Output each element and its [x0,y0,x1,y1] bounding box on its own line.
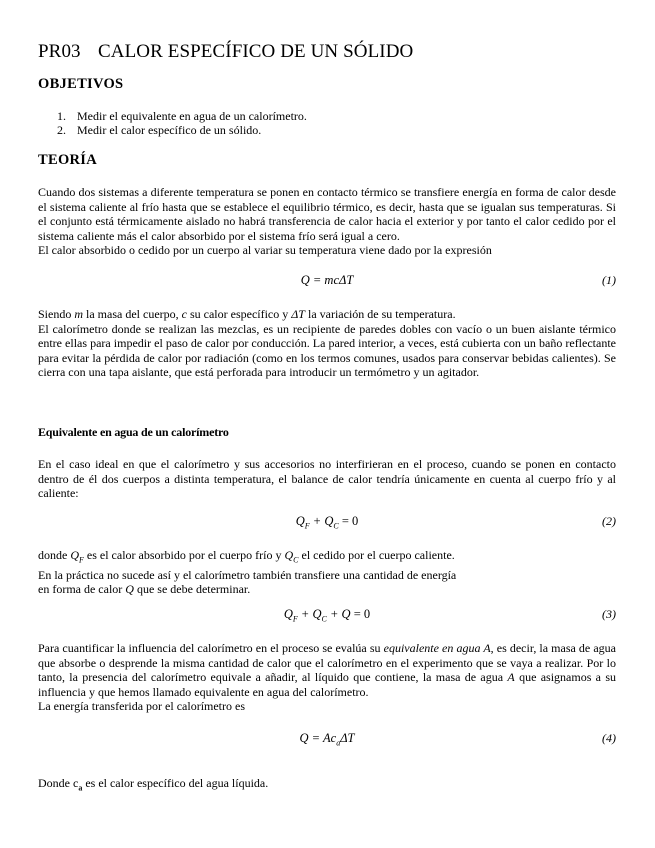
equation-1-formula: Q = mcΔT [300,273,354,287]
equivalente-paragraph-1: En el caso ideal en que el calorímetro y sus accesorios no interfirieran en el proceso, cuando se ponen en contacto dentro de él dos cuerpos a distinta temperatura, el balance de calor tendría únicamente en cuenta al cuerpo frío y al caliente: [38,457,616,500]
equation-3-number: (3) [602,607,616,621]
equation-3 [38,607,616,623]
equation-2-formula: $Q_F + Q_C = 0$ [295,514,359,531]
teoria-paragraph-2: Siendo m la masa del cuerpo, c su calor específico y ΔT la variación de su temperatura. El calorímetro donde se realizan las mezclas, es un recipiente de paredes dobles con vacío o un buen aislante térmico entre ellas para impedir el paso de calor por conducción. La pared interior, a veces, está cubierta con un baño reflectante para evitar la pérdida de calor por radiación (como en los termos comunes, usados para conservar bebidas calientes). Se cierra con una tapa aislante, que está perforada para introducir un termómetro y un agitador. [38,307,616,379]
equation-3-formula: $Q_F + Q_C + Q = 0$ [283,607,371,624]
practice-code: PR03 [38,41,81,62]
equivalente-heading: Equivalente en agua de un calorímetro [38,425,229,439]
list-item: 1. Medir el equivalente en agua de un calorímetro. [57,109,307,123]
list-item: 2. Medir el calor específico de un sólido. [57,123,262,137]
equation-2 [38,514,616,530]
equation-4 [38,731,616,747]
equation-1 [38,273,616,289]
equivalente-paragraph-2: donde $Q_F$ es el calor absorbido por el cuerpo frío y $Q_C$ el cedido por el cuerpo caliente. En la práctica no sucede así y el calorímetro también transfiere una cantidad de energía en forma de calor Q que se debe determinar. [38,548,457,597]
title-text: CALOR ESPECÍFICO DE UN SÓLIDO [98,41,414,62]
objetivos-heading: OBJETIVOS [38,76,124,92]
equation-1-number: (1) [602,273,616,287]
equation-2-number: (2) [602,514,616,528]
objetivos-list [57,109,307,137]
equivalente-paragraph-4: Donde $c_a$ es el calor específico del agua líquida. [38,776,269,793]
teoria-paragraph-1: Cuando dos sistemas a diferente temperatura se ponen en contacto térmico se transfiere energía en forma de calor desde el sistema caliente al frío hasta que se establece el equilibrio térmico, es decir, hasta que se igualan sus temperaturas. Si el conjunto está térmicamente aislado no habrá transferencia de calor hacia el exterior y por tanto el calor cedido por el sistema caliente más el calor absorbido por el sistema frío será igual a cero. El calor absorbido o cedido por un cuerpo al variar su temperatura viene dado por la expresión [38,185,616,257]
equation-4-number: (4) [602,731,616,745]
equivalente-paragraph-3: Para cuantificar la influencia del calorímetro en el proceso se evalúa su equivalente en agua A, es decir, la masa de agua que absorbe o desprende la misma cantidad de calor que el calorímetro en el experimento que se vaya a realizar. Por lo tanto, la presencia del calorímetro equivale a añadir, al líquido que contiene, la masa de agua A que asignamos a su influencia y que hemos llamado equivalente en agua del calorímetro. La energía transferida por el calorímetro es [38,641,617,713]
equation-4-formula: $Q = Ac_a\Delta T$ [299,731,355,748]
teoria-heading: TEORÍA [38,152,98,168]
page-title [38,41,413,63]
